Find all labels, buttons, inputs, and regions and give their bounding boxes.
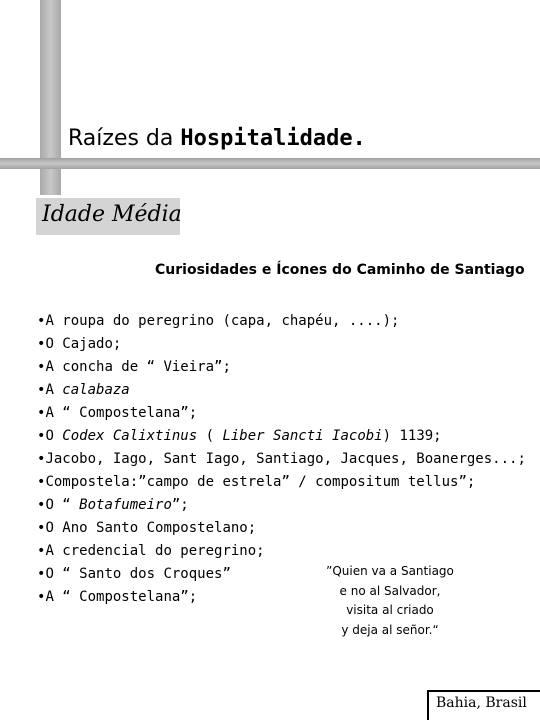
list-item-text: O “ [45,497,80,513]
list-item-text: Botafumeiro [79,497,172,513]
list-item-text: O “ Santo dos Croques” [45,566,231,582]
list-item-text: ”; [171,497,189,513]
list-item-text: Jacobo, Iago, Sant Iago, Santiago, Jacques, Boanerges...; [45,451,526,467]
slide-title-bold: Hospitalidade. [180,126,366,151]
list-item [37,333,526,356]
list-item [37,494,526,517]
list-item-text: O [45,428,63,444]
list-item-text: A “ Compostelana”; [45,589,198,605]
list-item-text: Codex Calixtinus [62,428,198,444]
decorative-vertical-bar-bottom [40,169,61,195]
list-item-text: calabaza [62,382,130,398]
footer-vertical-rule [427,690,429,720]
decorative-horizontal-bar [0,158,540,169]
quote-line: visita al criado [346,603,434,617]
list-item-text: A credencial do peregrino; [45,543,265,559]
list-item-text: A “ Compostelana”; [45,405,198,421]
quote-block [318,562,462,640]
slide-subtitle: Curiosidades e Ícones do Caminho de Santiago [155,262,525,278]
list-item [37,402,526,425]
list-item [37,471,526,494]
list-item [37,379,526,402]
list-item-text: Liber Sancti Iacobi [222,428,383,444]
list-item-text: ( [197,428,223,444]
quote-line: y deja al señor.“ [341,622,439,637]
footer-location: Bahia, Brasil [436,695,527,711]
quote-line: ”Quien va a Santiago [326,564,454,578]
quote-line: e no al Salvador, [339,583,441,598]
list-item [37,540,526,563]
list-item-text: A [45,382,63,398]
slide-title-prefix: Raízes da [68,126,181,151]
list-item [37,425,526,448]
list-item-text: O Ano Santo Compostelano; [45,520,257,536]
section-label: Idade Média [42,202,182,227]
list-item [37,310,526,333]
list-item-text: ) 1139; [382,428,442,444]
list-item-text: A roupa do peregrino (capa, chapéu, ....); [45,313,400,329]
slide-title [68,126,366,151]
list-item-text: A concha de “ Vieira”; [45,359,231,375]
list-item-text: Compostela:”campo de estrela” / compositum tellus”; [45,474,476,490]
list-item-text: O Cajado; [45,336,122,352]
footer-rule [427,690,540,692]
decorative-vertical-bar-top [40,0,61,158]
list-item [37,517,526,540]
list-item [37,448,526,471]
list-item [37,356,526,379]
